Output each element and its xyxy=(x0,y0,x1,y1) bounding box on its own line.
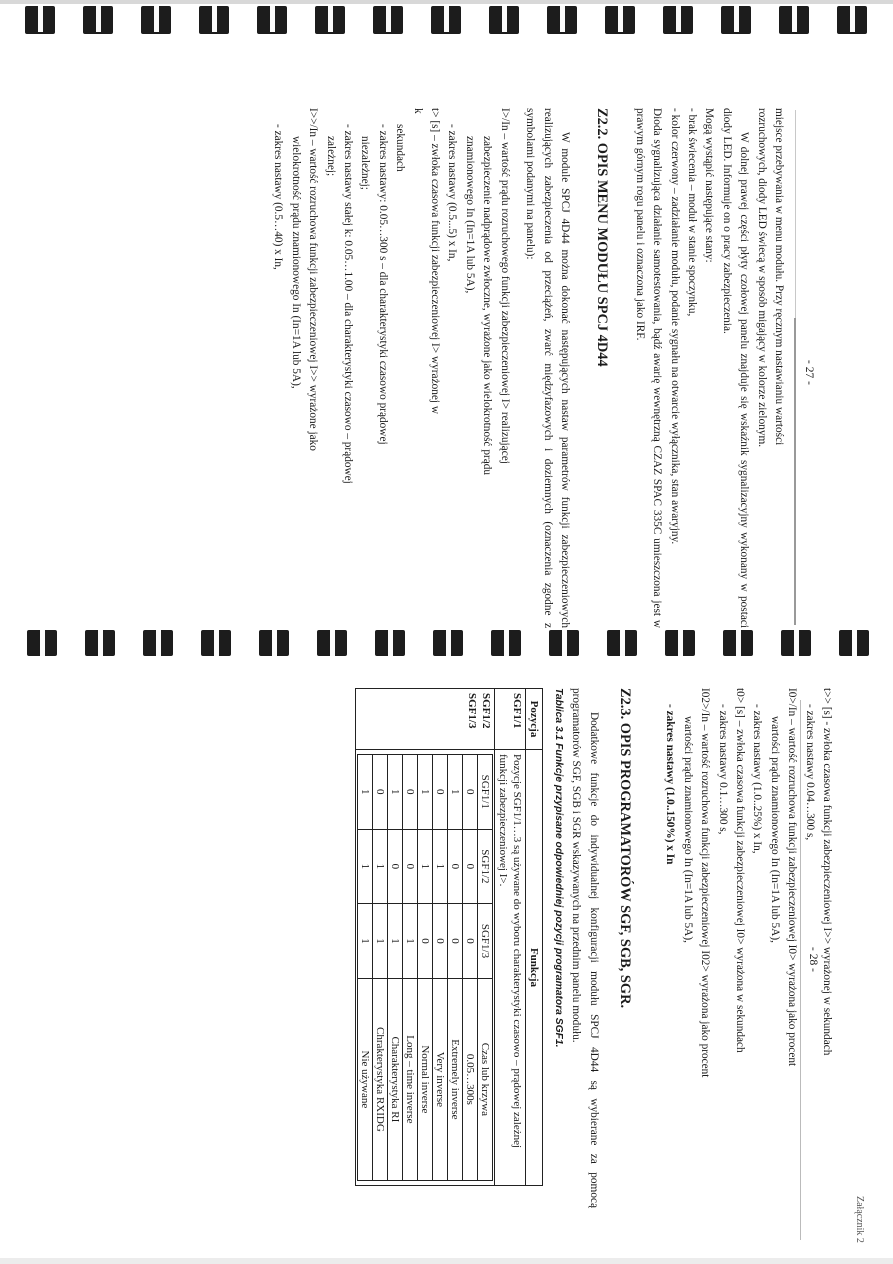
list-item: - kolor czerwony – zadziałanie modułu, podanie sygnału na otwarcie wyłącznika, stan awaryjny. xyxy=(668,108,681,545)
page-top-rule-dark xyxy=(794,318,796,625)
paragraph: Dodatkowe funkcje do indywidualnej konfiguracji modułu SPCJ 4D44 są wybierane za pomocą programatorów SGF, SGB i SGR wskazywanych na przednim panelu modułu. xyxy=(570,688,600,1208)
table-cell: 0 xyxy=(463,829,478,904)
right-page-content xyxy=(355,688,835,1208)
inner-header: SGF1/3 xyxy=(478,904,493,979)
paragraph: Dioda sygnalizująca działanie samotestowania, bądź awarię wewnętrzną CZAZ SPAC 335C umieszczona jest w prawym górnym rogu panelu i oznaczona jako IRF. xyxy=(633,108,664,628)
table-row xyxy=(388,755,403,1181)
characteristic-table xyxy=(357,754,493,1181)
table-cell-function: Pozycje SGF1/1…3 są używane do wyboru charakterystyki czasowo – prądowej zależnej funkcji zabezpieczeniowej I>. xyxy=(495,750,526,1186)
text-line: wartości prądu znamionowego In (In=1A lub 5A), xyxy=(681,716,694,943)
table-cell-position xyxy=(356,689,495,750)
table-row xyxy=(463,755,478,1181)
binding-ring xyxy=(431,6,461,34)
text-line: miejsce przebywania w menu modułu. Przy ręcznym nastawianiu wartości xyxy=(773,108,785,446)
binding-ring xyxy=(27,630,57,656)
table-row xyxy=(418,755,433,1181)
text-line: I>>/In – wartość rozruchowa funkcji zabezpieczeniowej I>> wyrażone jako xyxy=(307,108,320,451)
binding-ring xyxy=(257,6,287,34)
binding-ring xyxy=(779,6,809,34)
text-line: - zakres nastawy (1.0..25%) x In, xyxy=(751,704,764,854)
text-line: - zakres nastawy 0.04…300 s, xyxy=(803,704,816,841)
binding-ring xyxy=(199,6,229,34)
binding-ring xyxy=(837,6,867,34)
top-spiral-binding xyxy=(5,0,885,40)
page-number-left: - 27 - xyxy=(803,360,815,385)
binding-ring xyxy=(201,630,231,656)
text-line: t>> [s] - zwłoka czasowa funkcji zabezpieczeniowej I>> wyrażonej w sekundach xyxy=(821,688,833,1056)
binding-ring xyxy=(491,630,521,656)
table-cell: 1 xyxy=(358,829,373,904)
binding-ring xyxy=(663,6,693,34)
section-heading: Z2.2. OPIS MENU MODUŁU SPCJ 4D44 xyxy=(594,108,611,367)
binding-ring xyxy=(25,6,55,34)
binding-ring xyxy=(547,6,577,34)
table-cell: 0 xyxy=(448,829,463,904)
text-line: wartości prądu znamionowego In (In=1A lub 5A), xyxy=(768,716,781,943)
appendix-label: Załącznik 2 xyxy=(854,1196,865,1243)
text-line: k xyxy=(411,108,424,114)
table-cell: 0 xyxy=(448,904,463,979)
table-cell: Charakterystyka RI xyxy=(388,978,403,1180)
position-label: SGF1/3 xyxy=(466,693,479,729)
binding-ring xyxy=(549,630,579,656)
table-cell: 1 xyxy=(373,904,388,979)
table-cell: 0 xyxy=(403,829,418,904)
list-item: - brak świecenia – moduł w stanie spoczynku, xyxy=(685,108,698,317)
table-cell: 0 xyxy=(373,755,388,830)
table-cell-position: SGF1/1 xyxy=(495,689,526,750)
table-header: Pozycja xyxy=(526,689,543,750)
binding-ring xyxy=(781,630,811,656)
table-cell: 0 xyxy=(463,755,478,830)
position-label: SGF1/2 xyxy=(480,693,493,729)
table-cell: 0 xyxy=(418,904,433,979)
binding-ring xyxy=(259,630,289,656)
scan-edge-bottom xyxy=(0,1258,893,1264)
table-cell: 1 xyxy=(373,829,388,904)
text-line: t> [s] – zwłoka czasowa funkcji zabezpieczeniowej I> wyrażonej w xyxy=(429,108,442,415)
table-cell: 1 xyxy=(418,755,433,830)
table-cell: 0 xyxy=(403,755,418,830)
table-cell: 0 xyxy=(463,904,478,979)
text-line: wielokrotność prądu znamionowego In (In=1A lub 5A), xyxy=(289,136,302,389)
left-page-content xyxy=(269,108,787,628)
binding-ring xyxy=(317,630,347,656)
text-line: - zakres nastawy stałej k: 0.05…1.00 – dla charakterystyki czasowo – prądowej xyxy=(342,124,355,484)
binding-ring xyxy=(373,6,403,34)
table-cell: Long – time inverse xyxy=(403,978,418,1180)
binding-ring xyxy=(723,630,753,656)
table-cell-function xyxy=(356,750,495,1186)
table-cell: 1 xyxy=(403,904,418,979)
binding-ring xyxy=(375,630,405,656)
binding-ring xyxy=(83,6,113,34)
table-row xyxy=(358,755,373,1181)
text-line: I02>/In – wartość rozruchowa funkcji zabezpieczeniowej I02> wyrażona jako procent xyxy=(699,688,712,1078)
text-line: znamionowego In (In=1A lub 5A), xyxy=(463,136,476,294)
text-line: sekundach xyxy=(394,124,407,172)
text-line: - zakres nastawy (0.5…40) x In, xyxy=(272,124,285,270)
binding-ring xyxy=(85,630,115,656)
text-line: niezależnej; xyxy=(359,136,372,190)
sgf1-table xyxy=(355,688,543,1186)
table-cell: 1 xyxy=(358,904,373,979)
table-cell: Very inverse xyxy=(433,978,448,1180)
binding-ring xyxy=(665,630,695,656)
inner-header: SGF1/2 xyxy=(478,829,493,904)
middle-spiral-binding xyxy=(5,628,885,658)
text-line: zabezpieczenie nadprądowe zwłoczne, wyrażone jako wielokrotność prądu xyxy=(481,136,494,476)
binding-ring xyxy=(839,630,869,656)
text-line: - zakres nastawy (0.5...5) x In, xyxy=(446,124,459,262)
table-cell: 1 xyxy=(448,755,463,830)
table-cell: 1 xyxy=(418,829,433,904)
text-line: zależnej; xyxy=(324,136,337,177)
binding-ring xyxy=(141,6,171,34)
table-cell: 1 xyxy=(433,829,448,904)
text-line: Mogą wystąpić następujące stany: xyxy=(703,108,716,263)
table-cell: Chrakterystyka RXIDG xyxy=(373,978,388,1180)
table-cell: Normal inverse xyxy=(418,978,433,1180)
text-line: - zakres nastawy (1.0..150%) x In xyxy=(664,704,677,865)
inner-header: SGF1/1 xyxy=(478,755,493,830)
text-line: I>/In – wartość prądu rozruchowego funkcji zabezpieczeniowej I> realizującej xyxy=(498,108,511,464)
text-line: - zakres nastawy: 0.05…300 s – dla charakterystyki czasowo prądowej xyxy=(376,124,389,445)
inner-header: Czas lub krzywa xyxy=(478,978,493,1180)
table-cell: Nie używane xyxy=(358,978,373,1180)
paragraph: W dolnej prawej części płyty czołowej panelu znajduje się wskaźnik sygnalizacyjny wykonany w postaci diody LED. Informuje on o pracy zabezpieczenia. xyxy=(720,108,751,628)
table-row xyxy=(433,755,448,1181)
table-cell: 0 xyxy=(433,904,448,979)
table-header: Funkcja xyxy=(526,750,543,1186)
text-line: t0> [s] – zwłoka czasowa funkcji zabezpieczeniowej I0> wyrażona w sekundach xyxy=(733,688,746,1053)
table-cell: 1 xyxy=(358,755,373,830)
table-cell: 0 xyxy=(433,755,448,830)
binding-ring xyxy=(433,630,463,656)
table-row xyxy=(373,755,388,1181)
table-cell: 1 xyxy=(388,755,403,830)
page-number-right: - 28 - xyxy=(807,947,819,972)
table-row xyxy=(448,755,463,1181)
paragraph: W module SPCJ 4D44 można dokonać następujących nastaw parametrów funkcji zabezpieczeniowych realizujących zabezpieczenia od przeciążeń, zwarć międzyfazowych i doziemnych (oznaczenia zgodne z symbolami podanymi na panelu): xyxy=(524,108,571,628)
table-row xyxy=(403,755,418,1181)
binding-ring xyxy=(489,6,519,34)
section-heading: Z2.3. OPIS PROGRAMATORÓW SGF, SGB, SGR. xyxy=(616,688,633,1009)
text-line: - zakres nastawy 0.1…300 s, xyxy=(716,704,729,835)
binding-ring xyxy=(607,630,637,656)
binding-ring xyxy=(605,6,635,34)
table-cell: 1 xyxy=(388,904,403,979)
binding-ring xyxy=(143,630,173,656)
table-cell: 0 xyxy=(388,829,403,904)
binding-ring xyxy=(315,6,345,34)
text-line: rozruchowych, diody LED świecą w sposób migający w kolorze zielonym. xyxy=(755,108,768,448)
table-row xyxy=(478,755,493,1181)
binding-ring xyxy=(721,6,751,34)
table-cell: 0.05…300s xyxy=(463,978,478,1180)
table-caption: Tablica 3.1 Funkcje przypisane odpowiedniej pozycji programatora SGF1. xyxy=(552,688,564,1048)
text-line: I0>/In – wartość rozruchowa funkcji zabezpieczeniowej I0> wyrażona jako procent xyxy=(786,688,799,1067)
table-cell: Extremely inverse xyxy=(448,978,463,1180)
